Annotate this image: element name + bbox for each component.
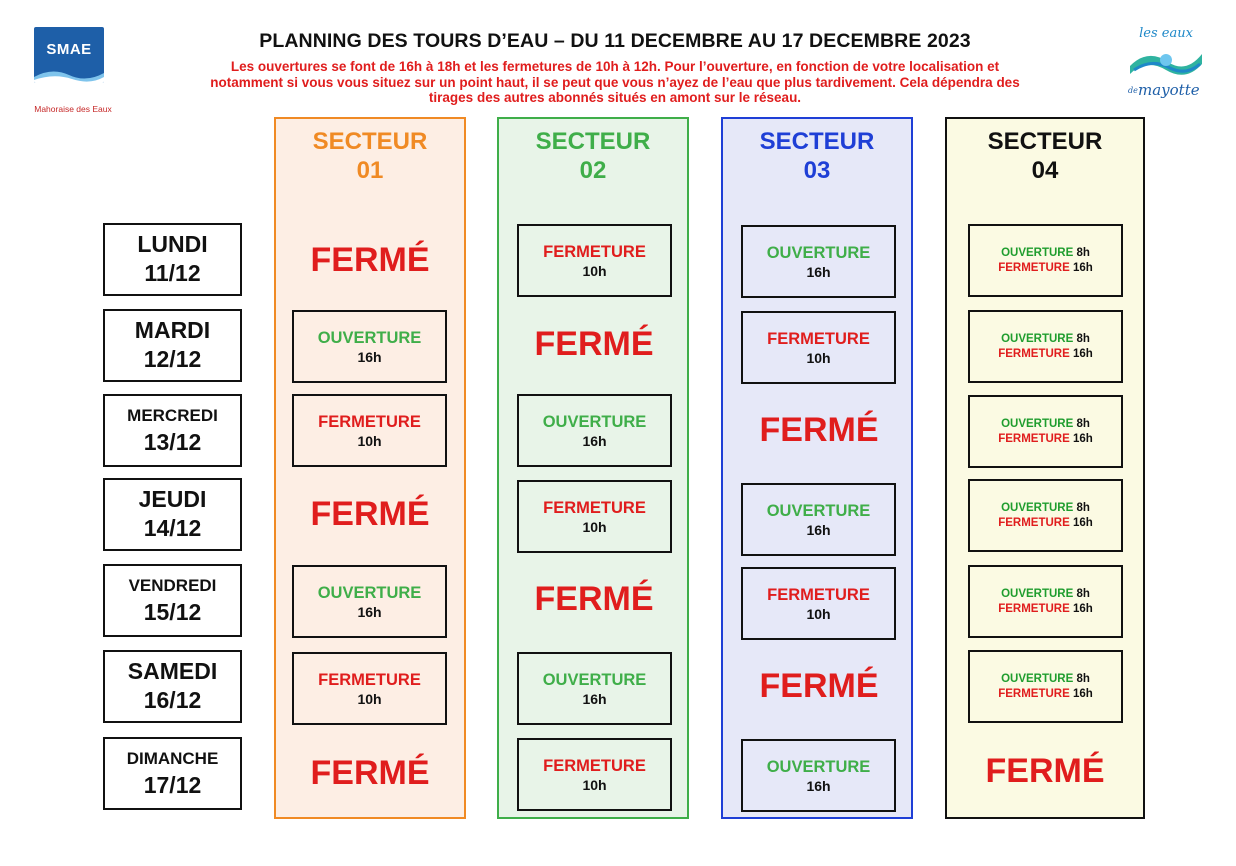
- status-hour: 16h: [806, 263, 831, 280]
- status-hour: 8h: [1076, 501, 1090, 514]
- eaux-mayotte-logo-name: mayotte: [1138, 81, 1200, 99]
- status-hour: 16h: [582, 690, 607, 707]
- day-name: SAMEDI: [127, 658, 218, 684]
- status-fermeture: [292, 652, 447, 725]
- status-ouverture-fermeture: [968, 650, 1123, 723]
- status-hour: 8h: [1076, 246, 1090, 259]
- status-hour: 16h: [357, 603, 382, 620]
- status-hour: 10h: [357, 690, 382, 707]
- status-open-line: [1001, 501, 1090, 516]
- sector-title: SECTEUR: [759, 128, 875, 155]
- wave-icon: [34, 67, 104, 83]
- status-label: OUVERTURE: [317, 583, 422, 602]
- day-box-samedi: [103, 650, 242, 723]
- status-label: OUVERTURE: [542, 412, 647, 431]
- status-ferme: FERMÉ: [534, 580, 654, 618]
- sector-04-header: [947, 127, 1143, 185]
- status-close-line: [998, 432, 1093, 447]
- status-open-line: [1001, 332, 1090, 347]
- status-hour: 10h: [806, 605, 831, 622]
- status-hour: 8h: [1076, 417, 1090, 430]
- status-ferme: FERMÉ: [985, 752, 1105, 790]
- status-ouverture: [292, 310, 447, 383]
- sector-title: SECTEUR: [535, 128, 651, 155]
- status-label: OUVERTURE: [1001, 587, 1074, 600]
- eaux-mayotte-logo-de: de: [1128, 86, 1138, 95]
- day-name: LUNDI: [137, 231, 208, 257]
- status-label: FERMETURE: [998, 687, 1070, 700]
- notice-text: [140, 59, 1090, 106]
- status-hour: 16h: [582, 432, 607, 449]
- status-ouverture-fermeture: [968, 565, 1123, 638]
- status-ouverture-fermeture: [968, 310, 1123, 383]
- status-ferme: FERMÉ: [534, 325, 654, 363]
- day-box-lundi: [103, 223, 242, 296]
- status-label: FERMETURE: [767, 329, 870, 348]
- status-hour: 10h: [582, 518, 607, 535]
- status-fermeture: [517, 224, 672, 297]
- status-label: FERMETURE: [998, 516, 1070, 529]
- status-ouverture: [741, 483, 896, 556]
- status-hour: 10h: [582, 262, 607, 279]
- sector-03-header: [723, 127, 911, 185]
- status-ouverture: [741, 225, 896, 298]
- status-ferme: FERMÉ: [759, 411, 879, 449]
- status-hour: 16h: [1072, 432, 1093, 445]
- status-label: OUVERTURE: [1001, 332, 1074, 345]
- sector-02-header: [499, 127, 687, 185]
- status-label: OUVERTURE: [1001, 246, 1074, 259]
- sector-number: 01: [356, 157, 384, 184]
- status-label: OUVERTURE: [766, 501, 871, 520]
- sector-01-header: [276, 127, 464, 185]
- status-fermeture: [292, 394, 447, 467]
- notice-line-3: tirages des autres abonnés situés en amont sur le réseau.: [428, 90, 802, 105]
- day-date: 17/12: [143, 772, 202, 798]
- day-date: 15/12: [143, 599, 202, 625]
- sector-title: SECTEUR: [312, 128, 428, 155]
- status-open-line: [1001, 672, 1090, 687]
- status-open-line: [1001, 246, 1090, 261]
- status-hour: 16h: [1072, 347, 1093, 360]
- status-close-line: [998, 347, 1093, 362]
- status-label: FERMETURE: [318, 670, 421, 689]
- page-title: PLANNING DES TOURS D’EAU – DU 11 DECEMBRE AU 17 DECEMBRE 2023: [259, 30, 971, 52]
- status-label: FERMETURE: [998, 347, 1070, 360]
- status-close-line: [998, 261, 1093, 276]
- status-hour: 16h: [1072, 602, 1093, 615]
- sector-title: SECTEUR: [987, 128, 1103, 155]
- day-box-mercredi: [103, 394, 242, 467]
- status-hour: 16h: [1072, 261, 1093, 274]
- sector-number: 04: [1031, 157, 1059, 184]
- day-date: 13/12: [143, 429, 202, 455]
- status-fermeture: [517, 480, 672, 553]
- status-ouverture-fermeture: [968, 395, 1123, 468]
- status-fermeture: [517, 738, 672, 811]
- day-date: 16/12: [143, 687, 202, 713]
- smae-logo-text: SMAE: [46, 41, 92, 58]
- status-close-line: [998, 516, 1093, 531]
- status-label: OUVERTURE: [1001, 501, 1074, 514]
- day-box-vendredi: [103, 564, 242, 637]
- status-fermeture: [741, 311, 896, 384]
- status-ouverture-fermeture: [968, 224, 1123, 297]
- status-ferme: FERMÉ: [310, 241, 430, 279]
- status-hour: 16h: [357, 348, 382, 365]
- status-label: FERMETURE: [998, 432, 1070, 445]
- status-close-line: [998, 687, 1093, 702]
- status-hour: 10h: [357, 432, 382, 449]
- status-hour: 8h: [1076, 332, 1090, 345]
- status-hour: 16h: [1072, 687, 1093, 700]
- day-name: DIMANCHE: [126, 749, 219, 768]
- status-ouverture: [741, 739, 896, 812]
- status-label: OUVERTURE: [766, 243, 871, 262]
- eaux-mayotte-logo-top: les eaux: [1139, 26, 1193, 41]
- eaux-mayotte-logo: [1124, 26, 1206, 106]
- status-label: FERMETURE: [543, 242, 646, 261]
- status-label: OUVERTURE: [1001, 672, 1074, 685]
- status-ouverture: [292, 565, 447, 638]
- status-hour: 16h: [806, 521, 831, 538]
- notice-line-2: notamment si vous vous situez sur un point haut, il se peut que vous n’ayez de l’eau que plus tardivement. Cela dépendra des: [210, 74, 1020, 90]
- status-label: OUVERTURE: [1001, 417, 1074, 430]
- sector-number: 02: [579, 157, 607, 184]
- day-box-mardi: [103, 309, 242, 382]
- day-name: VENDREDI: [128, 576, 217, 595]
- status-hour: 8h: [1076, 587, 1090, 600]
- day-date: 11/12: [144, 260, 201, 286]
- status-open-line: [1001, 417, 1090, 432]
- smae-logo: [28, 27, 116, 113]
- status-hour: 8h: [1076, 672, 1090, 685]
- status-hour: 16h: [1072, 516, 1093, 529]
- status-ferme: FERMÉ: [310, 495, 430, 533]
- status-label: FERMETURE: [543, 498, 646, 517]
- status-label: FERMETURE: [998, 602, 1070, 615]
- status-hour: 16h: [806, 777, 831, 794]
- day-name: MARDI: [134, 317, 211, 343]
- day-box-dimanche: [103, 737, 242, 810]
- status-label: FERMETURE: [543, 756, 646, 775]
- status-label: OUVERTURE: [317, 328, 422, 347]
- sector-number: 03: [803, 157, 831, 184]
- status-label: OUVERTURE: [766, 757, 871, 776]
- status-ferme: FERMÉ: [759, 667, 879, 705]
- status-ouverture-fermeture: [968, 479, 1123, 552]
- day-date: 12/12: [143, 346, 202, 372]
- status-open-line: [1001, 587, 1090, 602]
- status-label: OUVERTURE: [542, 670, 647, 689]
- notice-line-1: Les ouvertures se font de 16h à 18h et les fermetures de 10h à 12h. Pour l’ouverture, en fonction de votre localisation et: [230, 59, 1000, 74]
- status-label: FERMETURE: [998, 261, 1070, 274]
- status-label: FERMETURE: [318, 412, 421, 431]
- status-label: FERMETURE: [767, 585, 870, 604]
- smae-logo-mark: [34, 27, 104, 83]
- status-hour: 10h: [806, 349, 831, 366]
- status-ferme: FERMÉ: [310, 754, 430, 792]
- smae-logo-subtitle: Mahoraise des Eaux: [34, 104, 112, 114]
- day-name: MERCREDI: [127, 406, 218, 425]
- status-ouverture: [517, 394, 672, 467]
- water-swoosh-icon: [1128, 44, 1204, 80]
- day-date: 14/12: [143, 515, 202, 541]
- status-ouverture: [517, 652, 672, 725]
- sector-03: [721, 117, 913, 819]
- day-box-jeudi: [103, 478, 242, 551]
- status-close-line: [998, 602, 1093, 617]
- status-hour: 10h: [582, 776, 607, 793]
- status-fermeture: [741, 567, 896, 640]
- day-name: JEUDI: [138, 486, 207, 512]
